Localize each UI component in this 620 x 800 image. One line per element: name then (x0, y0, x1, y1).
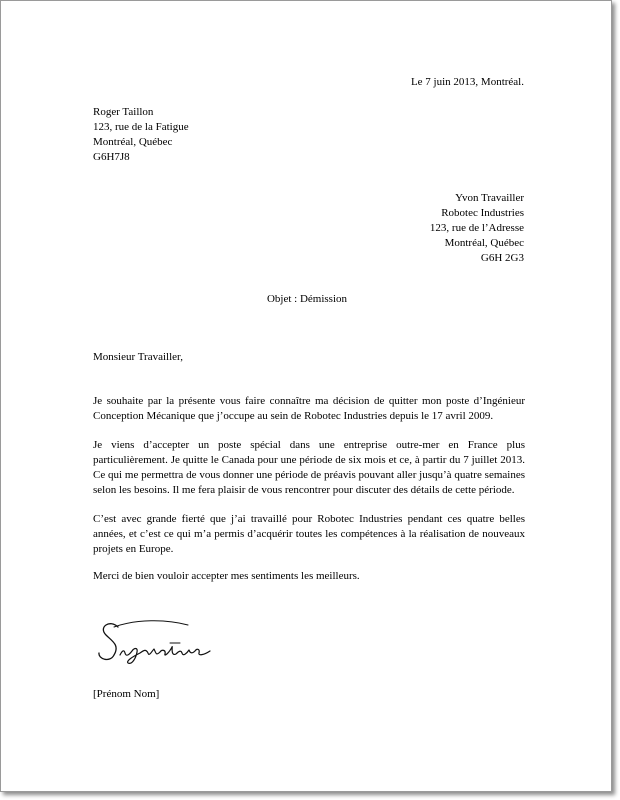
sender-address (93, 105, 189, 165)
recipient-company: Robotec Industries (441, 207, 524, 219)
sender-postal-code: G6H7J8 (93, 151, 130, 163)
name-placeholder: [Prénom Nom] (93, 688, 160, 700)
sender-name: Roger Taillon (93, 106, 154, 118)
sender-street: 123, rue de la Fatigue (93, 121, 189, 133)
subject-line: Objet : Démission (266, 293, 348, 305)
closing-line: Merci de bien vouloir accepter mes sentiments les meilleurs. (93, 570, 360, 582)
sender-city: Montréal, Québec (93, 136, 173, 148)
body-paragraph: C’est avec grande fierté que j’ai travaillé pour Robotec Industries pendant ces quatre belles années, et c’est ce qui m’a permis d’acquérir toutes les compétences à la réalisation de nouveaux projets en Europe. (93, 513, 525, 555)
letter-body (93, 394, 525, 571)
body-paragraph: Je viens d’accepter un poste spécial dans une entreprise outre-mer en France plus particulièrement. Je quitte le Canada pour une période de six mois et ce, à partir du 7 juillet 2013. Ce qui me permettra de vous donner une période de préavis pouvant aller jusqu’à quatre semaines selon les besoins. Il me fera plaisir de vous rencontrer pour discuter des détails de cette période. (93, 439, 525, 496)
recipient-name: Yvon Travailler (455, 192, 524, 204)
body-paragraph: Je souhaite par la présente vous faire connaître ma décision de quitter mon poste d’Ingénieur Conception Mécanique que j’occupe au sein de Robotec Industries depuis le 17 avril 2009. (93, 395, 525, 422)
handwritten-signature (96, 613, 246, 669)
recipient-city: Montréal, Québec (444, 237, 524, 249)
date-line: Le 7 juin 2013, Montréal. (410, 76, 524, 88)
recipient-address (301, 191, 524, 266)
salutation: Monsieur Travailler, (93, 351, 183, 363)
recipient-postal-code: G6H 2G3 (480, 252, 524, 264)
recipient-street: 123, rue de l’Adresse (429, 222, 524, 234)
